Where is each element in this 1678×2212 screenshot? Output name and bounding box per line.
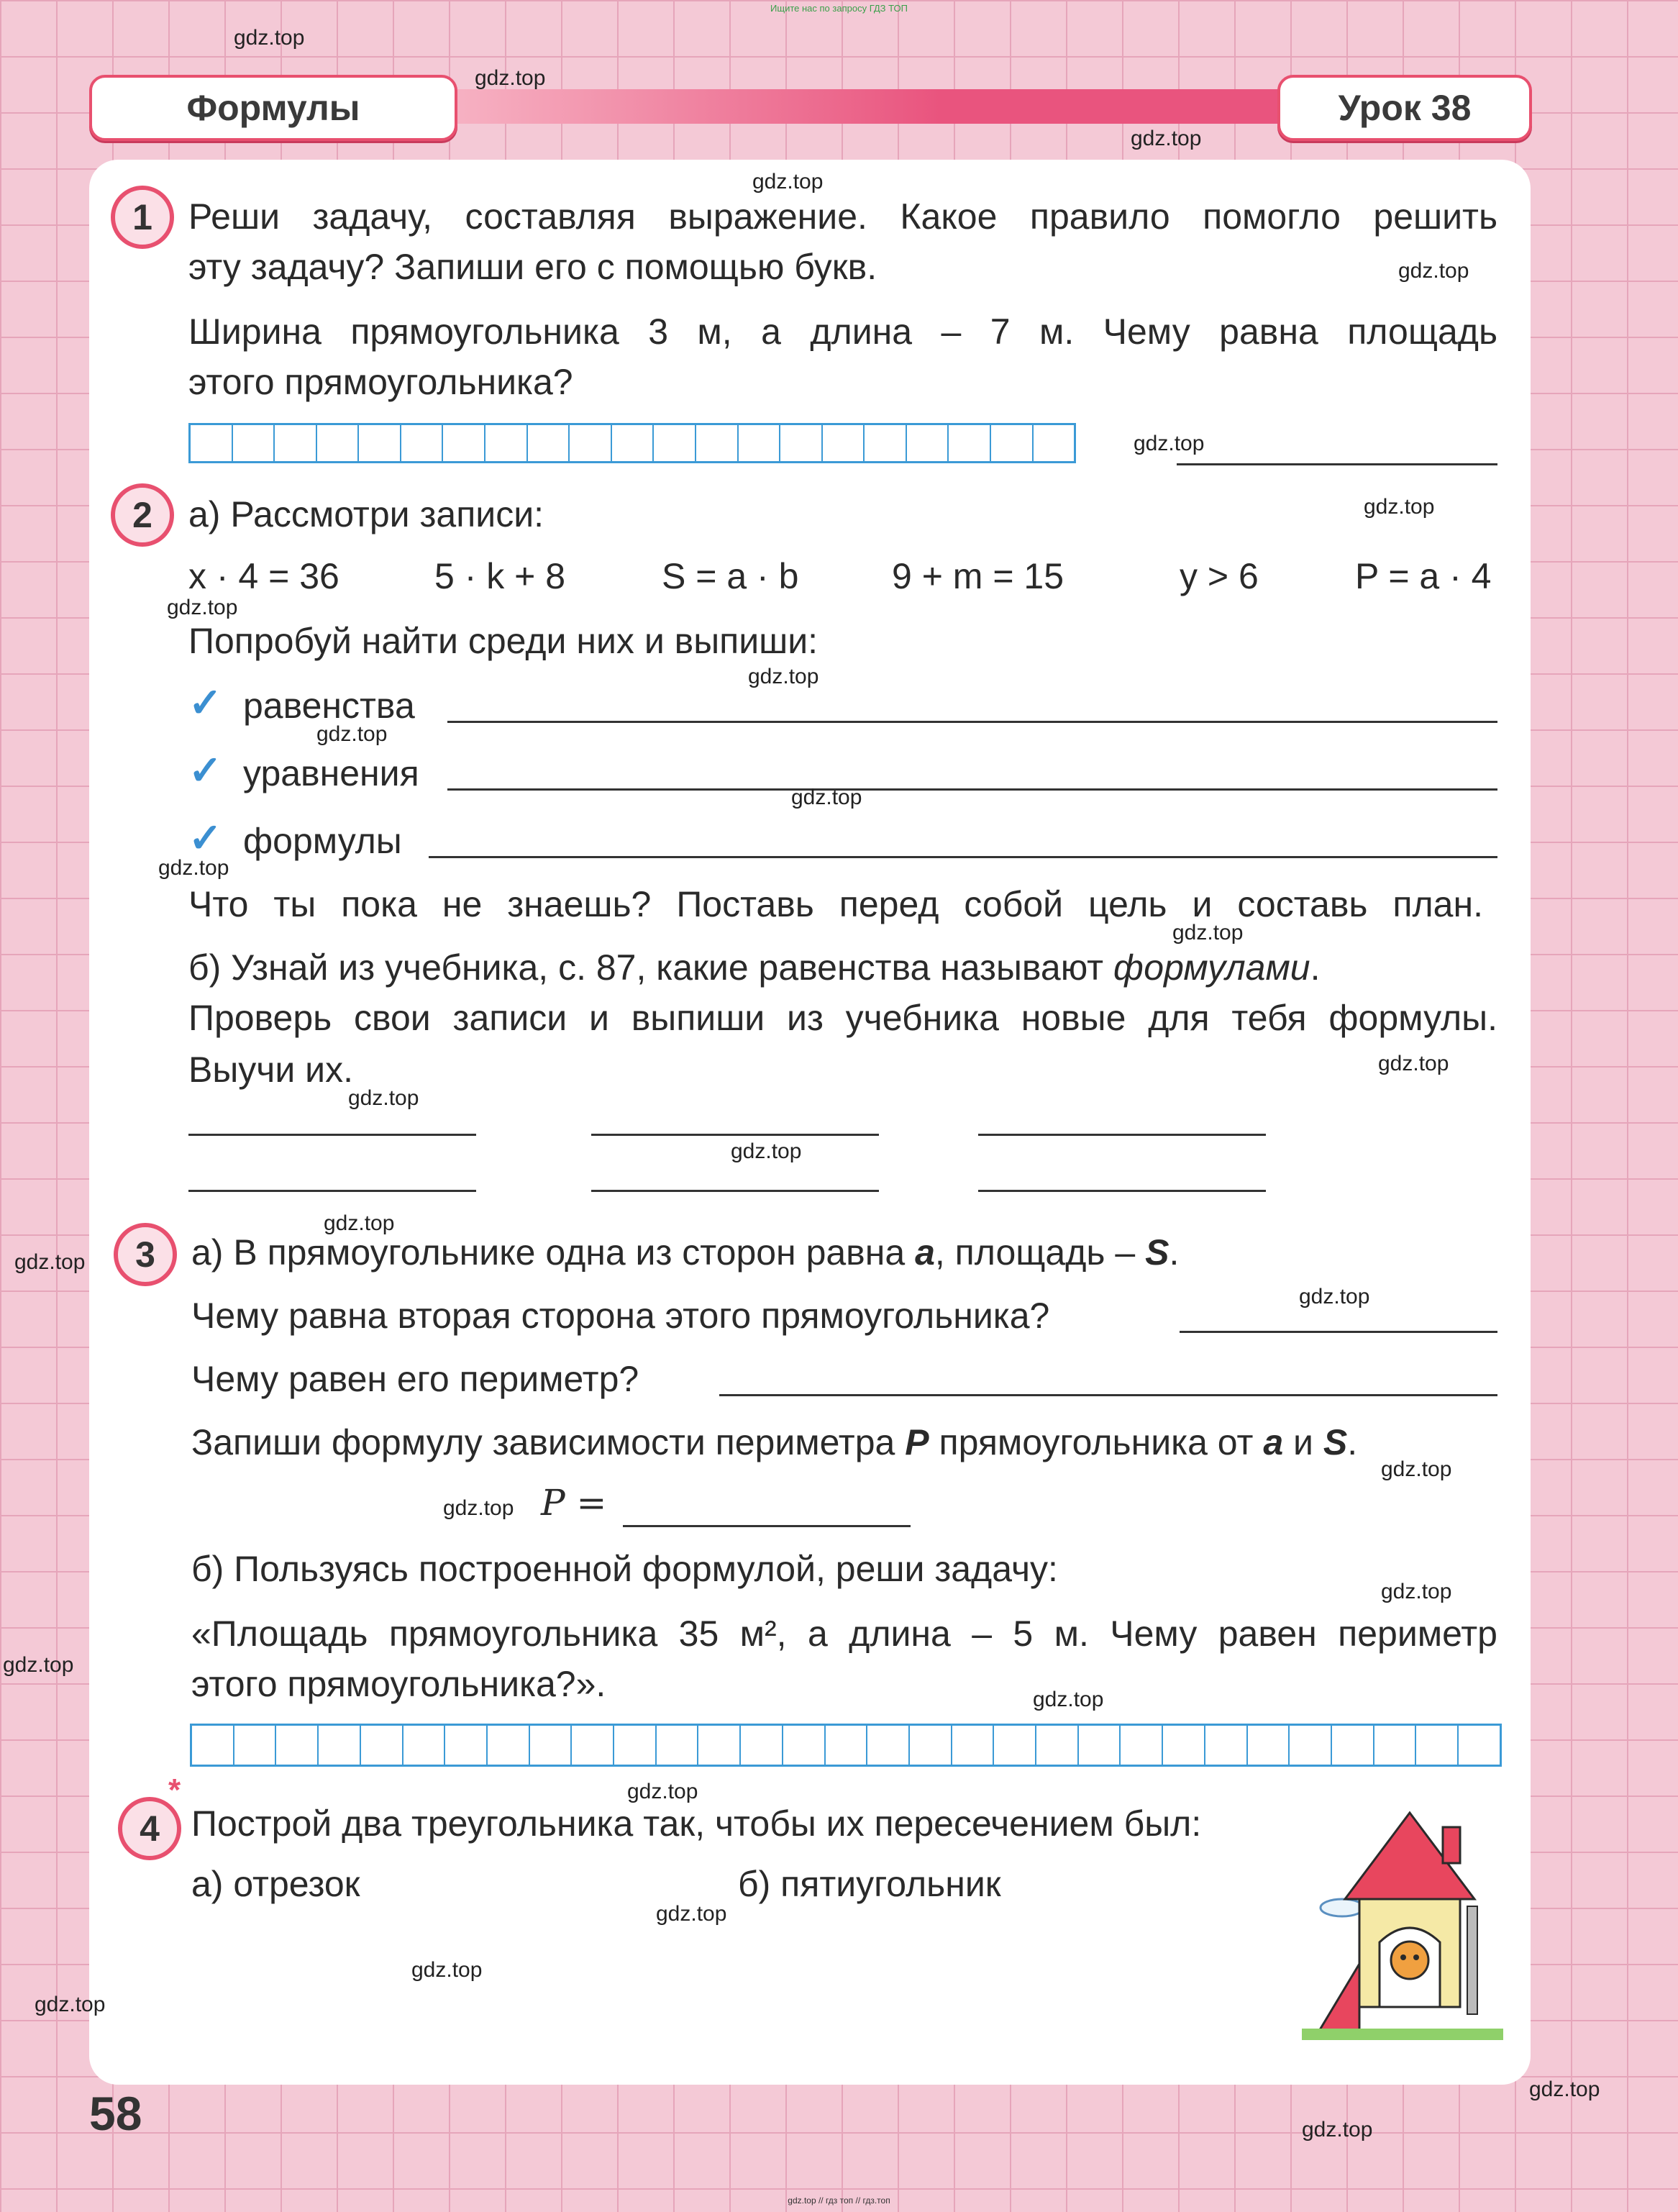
- formula-answer-line[interactable]: [978, 1134, 1266, 1136]
- house-illustration: [1302, 1798, 1503, 2043]
- watermark: gdz.top: [167, 596, 238, 619]
- header-stripe: [1226, 89, 1234, 124]
- period: .: [1310, 947, 1321, 988]
- watermark: gdz.top: [1364, 495, 1435, 519]
- watermark: gdz.top: [14, 1250, 86, 1274]
- header-stripe: [1243, 89, 1251, 124]
- watermark: gdz.top: [158, 856, 229, 880]
- page-number: 58: [89, 2087, 142, 2140]
- var-a: a: [1263, 1422, 1284, 1462]
- expression: 5 · k + 8: [434, 556, 566, 596]
- topic-title: Формулы: [89, 75, 457, 141]
- task2-question: Что ты пока не знаешь? Поставь перед собой цель и составь план.: [188, 884, 1483, 924]
- task3-a-text: а) В прямоугольнике одна из сторон равна: [191, 1232, 906, 1273]
- var-a: a: [915, 1232, 935, 1273]
- task4-b: б) пятиугольник: [738, 1864, 1001, 1904]
- star-icon: *: [168, 1772, 181, 1808]
- period: .: [1347, 1422, 1358, 1462]
- expression: 9 + m = 15: [892, 556, 1064, 596]
- check-icon: ✓: [188, 815, 222, 860]
- watermark: gdz.top: [348, 1086, 419, 1110]
- p-formula-label: P =: [541, 1482, 607, 1524]
- task4-number: 4: [118, 1797, 181, 1860]
- period: .: [1169, 1232, 1180, 1273]
- watermark: gdz.top: [35, 1993, 106, 2016]
- watermark: gdz.top: [1529, 2077, 1600, 2101]
- watermark: gdz.top: [1381, 1457, 1452, 1481]
- watermark: gdz.top: [656, 1902, 727, 1926]
- watermark: gdz.top: [324, 1211, 395, 1235]
- watermark: gdz.top: [731, 1139, 802, 1163]
- task2-instruction: Попробуй найти среди них и выпиши:: [188, 621, 819, 661]
- watermark: gdz.top: [1134, 432, 1205, 455]
- formula-answer-line[interactable]: [978, 1190, 1266, 1192]
- watermark: gdz.top: [748, 665, 819, 688]
- task1-number: 1: [111, 186, 174, 249]
- task1-line1: Реши задачу, составляя выражение. Какое правило помогло решить: [188, 196, 1497, 237]
- watermark: gdz.top: [443, 1496, 514, 1520]
- var-S: S: [1145, 1232, 1169, 1273]
- var-S: S: [1323, 1422, 1348, 1462]
- check-icon: ✓: [188, 680, 222, 725]
- task3-answer-cells[interactable]: [190, 1724, 1502, 1767]
- task3-q3-and: и: [1293, 1422, 1313, 1462]
- watermark: gdz.top: [791, 786, 862, 809]
- task3-b-line2: «Площадь прямоугольника 35 м², а длина – 5 м. Чему равен периметр: [191, 1614, 1497, 1654]
- var-P: P: [905, 1422, 929, 1462]
- task3-q3-text: Запиши формулу зависимости периметра: [191, 1422, 895, 1462]
- watermark: gdz.top: [475, 66, 546, 90]
- item-equalities: равенства: [243, 686, 415, 726]
- task1-answer-cells[interactable]: [188, 423, 1076, 463]
- task3-b-line3: этого прямоугольника?».: [191, 1664, 606, 1704]
- watermark: gdz.top: [1299, 1285, 1370, 1308]
- watermark: gdz.top: [752, 170, 824, 194]
- formula-answer-line[interactable]: [591, 1134, 879, 1136]
- top-note: Ищите нас по запросу ГДЗ ТОП: [770, 3, 908, 14]
- watermark: gdz.top: [411, 1958, 483, 1982]
- task2-number: 2: [111, 483, 174, 547]
- header-stripe: [1208, 89, 1217, 124]
- task1-line3: Ширина прямоугольника 3 м, а длина – 7 м. Чему равна площадь: [188, 311, 1497, 352]
- header-bar: [432, 89, 1280, 124]
- task1-answer-line[interactable]: [1177, 463, 1497, 465]
- watermark: gdz.top: [1378, 1052, 1449, 1075]
- p-formula-answer-line[interactable]: [623, 1525, 911, 1527]
- bottom-note: gdz.top // гдз топ // гдз.топ: [788, 2195, 890, 2206]
- watermark: gdz.top: [316, 722, 388, 746]
- perimeter-answer-line[interactable]: [719, 1394, 1497, 1396]
- task3-q3: [191, 1417, 1357, 1467]
- task3-b-line1: б) Пользуясь построенной формулой, реши задачу:: [191, 1549, 1058, 1589]
- equalities-answer-line[interactable]: [447, 721, 1497, 723]
- formula-answer-line[interactable]: [188, 1190, 476, 1192]
- task3-number: 3: [114, 1223, 177, 1286]
- task1-line2: эту задачу? Запиши его с помощью букв.: [188, 247, 877, 287]
- item-equations: уравнения: [243, 753, 419, 793]
- formula-answer-line[interactable]: [188, 1134, 476, 1136]
- watermark: gdz.top: [1172, 921, 1244, 945]
- watermark: gdz.top: [1302, 2118, 1373, 2142]
- watermark: gdz.top: [1381, 1580, 1452, 1603]
- lesson-number: Урок 38: [1277, 75, 1532, 141]
- item-formulas: формулы: [243, 821, 402, 861]
- formulas-answer-line[interactable]: [429, 856, 1497, 858]
- watermark: gdz.top: [3, 1653, 74, 1677]
- task2-b-line1: [188, 942, 1497, 993]
- task2-a-label: а) Рассмотри записи:: [188, 494, 544, 534]
- watermark: gdz.top: [234, 26, 305, 50]
- task3-q1: Чему равна вторая сторона этого прямоугольника?: [191, 1296, 1050, 1336]
- task3-a-mid: , площадь –: [934, 1232, 1136, 1273]
- task2-b-line1-emphasis: формулами: [1113, 947, 1310, 988]
- task2-b-line3: Выучи их.: [188, 1050, 353, 1090]
- task2-b-line1-text: б) Узнай из учебника, с. 87, какие равенства называют: [188, 947, 1104, 988]
- task2-b-line2: Проверь свои записи и выпиши из учебника новые для тебя формулы.: [188, 998, 1497, 1038]
- watermark: gdz.top: [1033, 1688, 1104, 1711]
- task4-line1: Построй два треугольника так, чтобы их пересечением был:: [191, 1803, 1202, 1844]
- task3-q3-mid: прямоугольника от: [939, 1422, 1254, 1462]
- expression: S = a · b: [662, 556, 799, 596]
- header-stripe: [1260, 89, 1269, 124]
- task4-a: а) отрезок: [191, 1864, 360, 1904]
- formula-answer-line[interactable]: [591, 1190, 879, 1192]
- expression: x · 4 = 36: [188, 556, 339, 596]
- side-answer-line[interactable]: [1180, 1331, 1497, 1333]
- expression: P = a · 4: [1355, 556, 1492, 596]
- watermark: gdz.top: [627, 1780, 698, 1803]
- task3-q2: Чему равен его периметр?: [191, 1359, 639, 1399]
- equations-answer-line[interactable]: [447, 788, 1497, 791]
- watermark: gdz.top: [1131, 127, 1202, 150]
- check-icon: ✓: [188, 747, 222, 793]
- task1-line4: этого прямоугольника?: [188, 362, 573, 402]
- watermark: gdz.top: [1398, 259, 1469, 283]
- expression: y > 6: [1180, 556, 1259, 596]
